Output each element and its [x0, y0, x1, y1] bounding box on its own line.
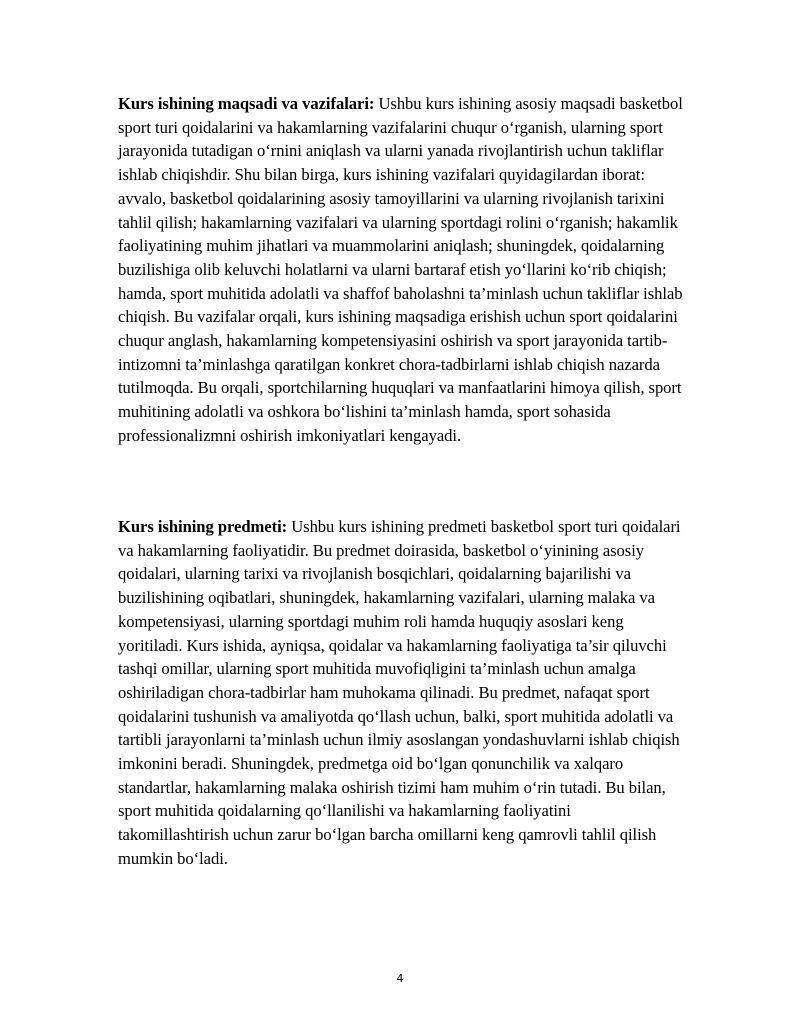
paragraph-body-goals-tasks: Ushbu kurs ishining asosiy maqsadi basketbol sport turi qoidalarini va hakamlarning vazifalarini chuqur o‘rganish, ularning sport jarayonida tutadigan o‘rnini aniqlash va ularni yanada rivojlantirish uchun takliflar ishlab chiqishdir. Shu bilan birga, kurs ishining vazifalari quyidagilardan iborat: avvalo, basketbol qoidalarining asosiy tamoyillarini va ularning rivojlanish tarixini tahlil qilish; hakamlarning vazifalari va ularning sportdagi rolini o‘rganish; hakamlik faoliyatining muhim jihatlari va muammolarini aniqlash; shuningdek, qoidalarning buzilishiga olib keluvchi holatlarni va ularni bartaraf etish yo‘llarini ko‘rib chiqish; hamda, sport muhitida adolatli va shaffof baholashni ta’minlash uchun takliflar ishlab chiqish. Bu vazifalar orqali, kurs ishining maqsadiga erishish uchun sport qoidalarini chuqur anglash, hakamlarning kompetensiyasini oshirish va sport jarayonida tartib-intizomni ta’minlashga qaratilgan konkret chora-tadbirlarni ishlab chiqish nazarda tutilmoqda. Bu orqali, sportchilarning huquqlari va manfaatlarini himoya qilish, sport muhitining adolatli va oshkora bo‘lishini ta’minlash hamda, sport sohasida professionalizmni oshirish imkoniyatlari kengayadi. [118, 94, 683, 445]
paragraph-goals-tasks [118, 92, 684, 448]
paragraph-body-subject: Ushbu kurs ishining predmeti basketbol sport turi qoidalari va hakamlarning faoliyatidir. Bu predmet doirasida, basketbol o‘yinining asosiy qoidalari, ularning tarixi va rivojlanish bosqichlari, qoidalarning bajarilishi va buzilishining oqibatlari, shuningdek, hakamlarning vazifalari, ularning malaka va kompetensiyasi, ularning sportdagi muhim roli hamda huquqiy asoslari keng yoritiladi. Kurs ishida, ayniqsa, qoidalar va hakamlarning faoliyatiga ta’sir qiluvchi tashqi omillar, ularning sport muhitida muvofiqligini ta’minlash uchun amalga oshiriladigan chora-tadbirlar ham muhokama qilinadi. Bu predmet, nafaqat sport qoidalarini tushunish va amaliyotda qo‘llash uchun, balki, sport muhitida adolatli va tartibli jarayonlarni ta’minlash uchun ilmiy asoslangan yondashuvlarni ishlab chiqish imkonini beradi. Shuningdek, predmetga oid bo‘lgan qonunchilik va xalqaro standartlar, hakamlarning malaka oshirish tizimi ham muhim o‘rin tutadi. Bu bilan, sport muhitida qoidalarning qo‘llanilishi va hakamlarning faoliyatini takomillashtirish uchun zarur bo‘lgan barcha omillarni keng qamrovli tahlil qilish mumkin bo‘ladi. [118, 517, 681, 868]
paragraph-heading-goals-tasks: Kurs ishining maqsadi va vazifalari: [118, 94, 375, 113]
paragraph-subject [118, 515, 684, 871]
page-number: 4 [396, 972, 404, 985]
paragraph-heading-subject: Kurs ishining predmeti: [118, 517, 288, 536]
